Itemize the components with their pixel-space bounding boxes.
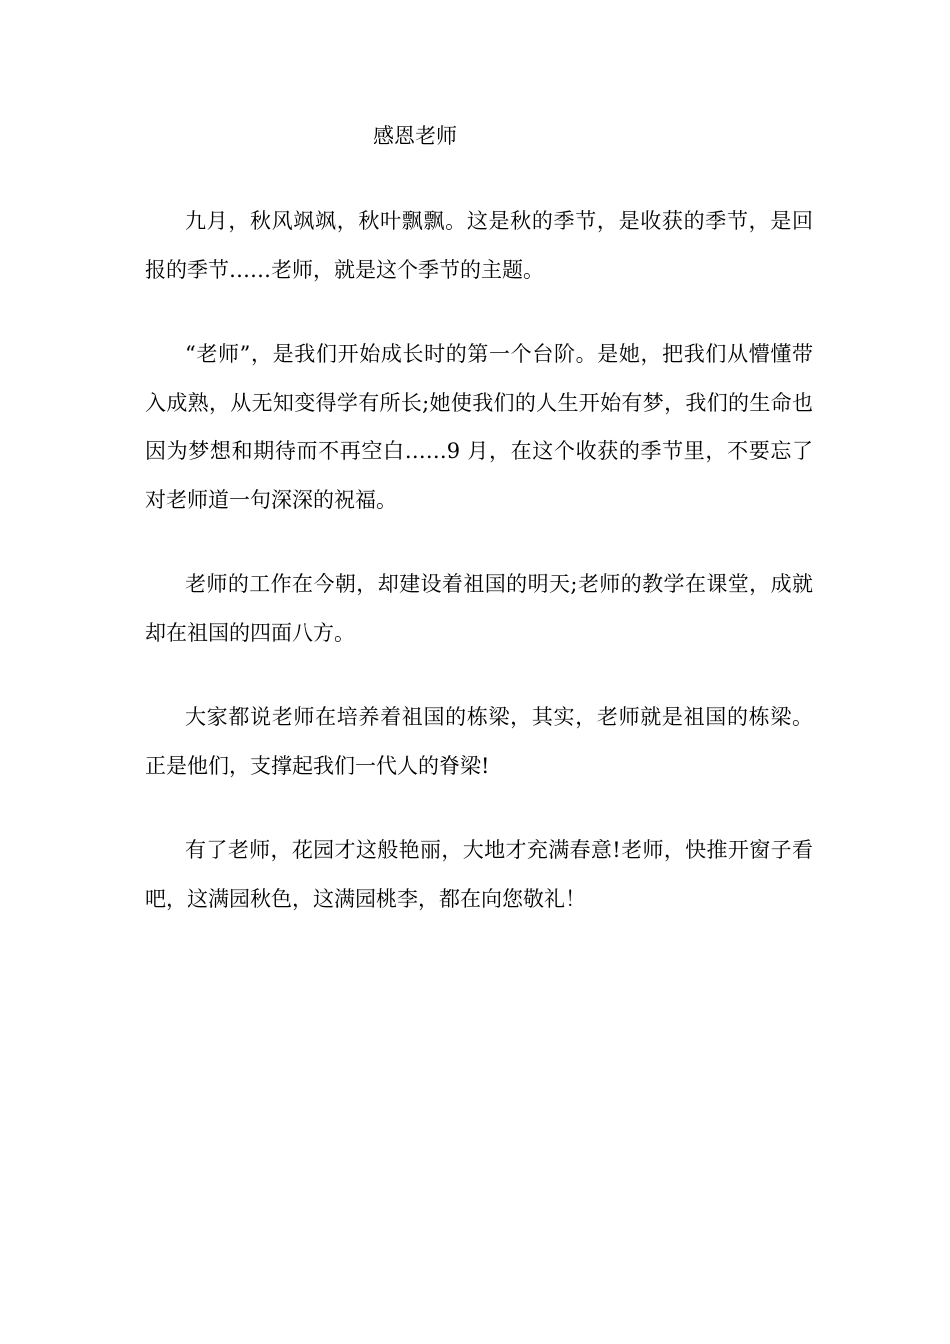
paragraph-2: “老师”，是我们开始成长时的第一个台阶。是她，把我们从懵懂带入成熟，从无知变得学有所长;她使我们的人生开始有梦，我们的生命也因为梦想和期待而不再空白……9 月，在这个收获的季节里，不要忘了对老师道一句深深的祝福。 <box>145 342 813 512</box>
paragraph-1: 九月，秋风飒飒，秋叶飘飘。这是秋的季节，是收获的季节，是回报的季节……老师，就是这个季节的主题。 <box>145 209 813 282</box>
document-title: 感恩老师 <box>373 124 457 148</box>
paragraph-5: 有了老师，花园才这般艳丽，大地才充满春意!老师，快推开窗子看吧，这满园秋色，这满园桃李，都在向您敬礼！ <box>145 838 813 911</box>
paragraph-4: 大家都说老师在培养着祖国的栋梁，其实，老师就是祖国的栋梁。正是他们，支撑起我们一代人的脊梁! <box>145 705 813 778</box>
paragraph-3: 老师的工作在今朝，却建设着祖国的明天;老师的教学在课堂，成就却在祖国的四面八方。 <box>145 572 813 645</box>
document-body <box>145 197 813 959</box>
